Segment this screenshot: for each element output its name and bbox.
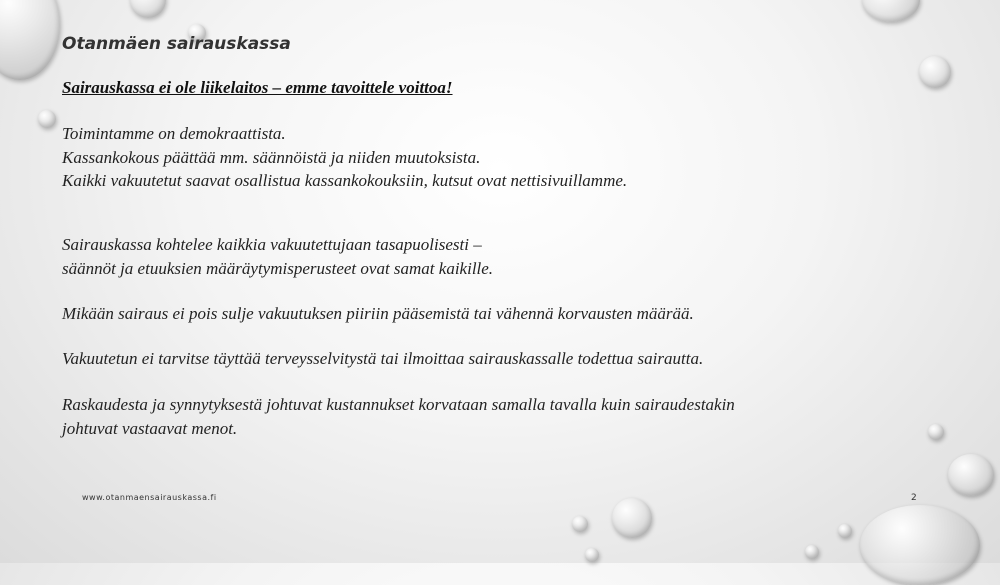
paragraph-line: Vakuutetun ei tarvitse täyttää terveysselvitystä tai ilmoittaa sairauskassalle todettua sairautta. xyxy=(62,349,704,368)
paragraph-line: Raskaudesta ja synnytyksestä johtuvat kustannukset korvataan samalla tavalla kuin sairaudestakin xyxy=(62,395,735,414)
paragraph-democracy xyxy=(62,122,627,193)
paragraph-line: Mikään sairaus ei pois sulje vakuutuksen piiriin pääsemistä tai vähennä korvausten määrää. xyxy=(62,304,694,323)
water-drop-decoration xyxy=(38,110,56,128)
water-drop-decoration xyxy=(948,454,994,496)
water-drop-decoration xyxy=(0,0,60,80)
page-number: 2 xyxy=(911,493,917,503)
water-drop-decoration xyxy=(862,0,920,22)
slide-lead-heading: Sairauskassa ei ole liikelaitos – emme tavoittele voittoa! xyxy=(62,78,453,97)
paragraph-line: Toimintamme on demokraattista. xyxy=(62,124,286,143)
slide-title: Otanmäen sairauskassa xyxy=(62,34,291,54)
paragraph-line: Kaikki vakuutetut saavat osallistua kassankokouksiin, kutsut ovat nettisivuillamme. xyxy=(62,171,628,190)
water-drop-decoration xyxy=(612,498,652,538)
water-drop-decoration xyxy=(130,0,166,18)
paragraph-line: Kassankokous päättää mm. säännöistä ja niiden muutoksista. xyxy=(62,147,481,167)
paragraph-line: johtuvat vastaavat menot. xyxy=(62,418,238,438)
water-drop-decoration xyxy=(585,548,599,562)
water-drop-decoration xyxy=(572,516,588,532)
water-drop-decoration xyxy=(928,424,944,440)
footer-url[interactable]: www.otanmaensairauskassa.fi xyxy=(82,493,217,502)
paragraph-equality xyxy=(62,233,493,280)
paragraph-line: Sairauskassa kohtelee kaikkia vakuutettujaan tasapuolisesti – xyxy=(62,235,482,254)
water-drop-decoration xyxy=(860,505,980,585)
water-drop-decoration xyxy=(919,56,951,88)
paragraph-no-health-report xyxy=(62,347,703,371)
paragraph-no-exclusion xyxy=(62,302,694,326)
paragraph-pregnancy xyxy=(62,393,735,440)
water-drop-decoration xyxy=(838,524,852,538)
paragraph-line: säännöt ja etuuksien määräytymisperusteet ovat samat kaikille. xyxy=(62,258,494,278)
water-drop-decoration xyxy=(805,545,819,559)
